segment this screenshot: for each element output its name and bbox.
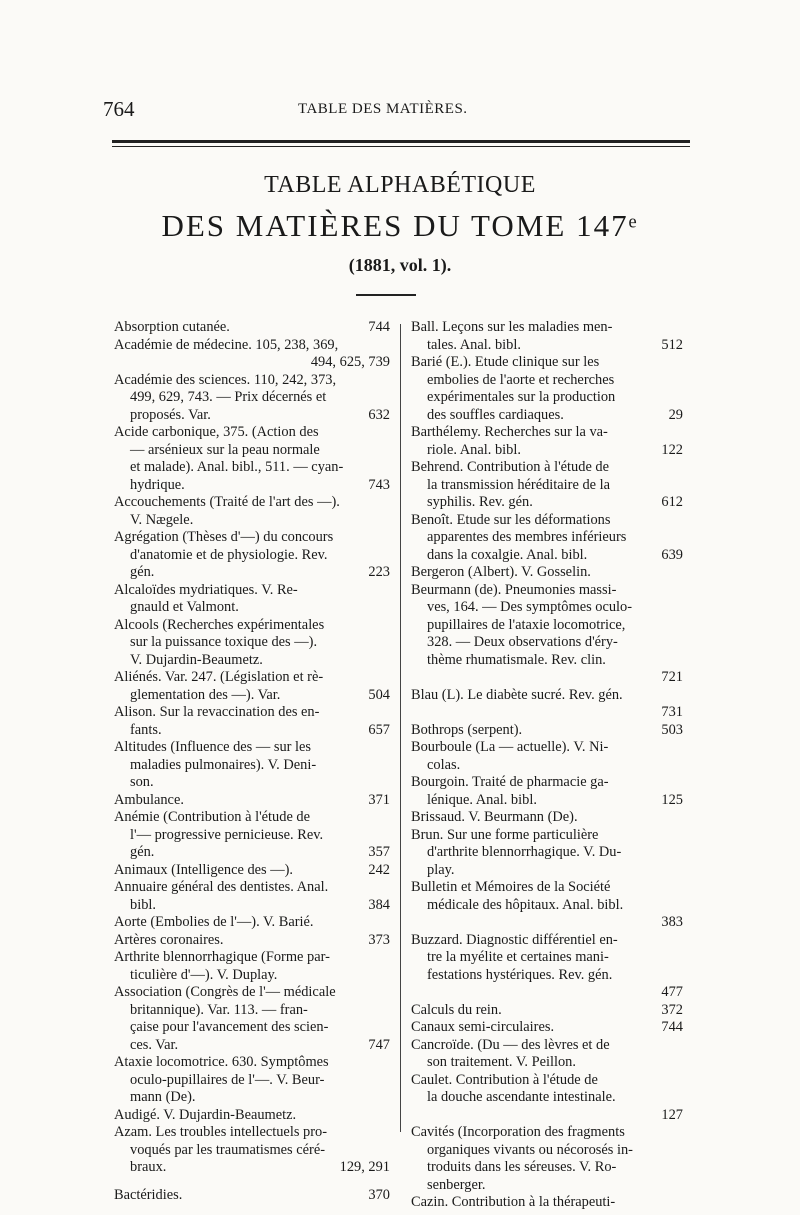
index-line xyxy=(114,564,390,582)
index-text: Association (Congrès de l'— médicale xyxy=(114,984,336,1000)
index-line xyxy=(411,827,683,845)
index-line xyxy=(114,337,390,355)
index-text: lénique. Anal. bibl. xyxy=(427,791,537,808)
index-line xyxy=(411,477,683,495)
page-reference: 29 xyxy=(668,406,683,423)
index-line xyxy=(411,669,683,687)
index-text: Behrend. Contribution à l'étude de xyxy=(411,459,610,475)
index-text: mann (De). xyxy=(130,1089,196,1105)
page-reference: 373 xyxy=(368,931,390,948)
index-line xyxy=(114,1124,390,1142)
index-text: V. Nægele. xyxy=(130,511,194,528)
index-line xyxy=(411,652,683,670)
index-text: Altitudes (Influence des — sur les xyxy=(114,739,312,755)
index-text: la douche ascendante intestinale. xyxy=(427,1089,616,1105)
index-line xyxy=(411,424,683,442)
index-text: des souffles cardiaques. xyxy=(427,406,564,423)
page-reference: 747 xyxy=(368,1036,390,1053)
index-line xyxy=(114,722,390,740)
index-line xyxy=(411,844,683,862)
header-rule-thin xyxy=(112,146,690,147)
index-column-left xyxy=(114,319,390,1204)
index-line xyxy=(114,1002,390,1020)
page-number: 764 xyxy=(103,97,135,121)
index-line xyxy=(114,617,390,635)
index-text: Aliénés. Var. 247. (Législation et rè- xyxy=(114,669,324,685)
index-text: Académie de médecine. 105, 238, 369, xyxy=(114,336,339,353)
index-text: l'— progressive pernicieuse. Rev. xyxy=(130,826,324,843)
index-text: play. xyxy=(427,861,455,878)
index-line xyxy=(114,862,390,880)
index-line xyxy=(411,442,683,460)
index-line xyxy=(114,809,390,827)
index-line xyxy=(411,809,683,827)
index-line xyxy=(114,687,390,705)
index-text: Cazin. Contribution à la thérapeuti- xyxy=(411,1194,616,1210)
index-line xyxy=(411,1002,683,1020)
index-line xyxy=(411,774,683,792)
index-line xyxy=(114,879,390,897)
index-text: Canaux semi-circulaires. xyxy=(411,1019,555,1035)
page-reference: 743 xyxy=(368,476,390,493)
index-text: Acide carbonique, 375. (Action des xyxy=(114,424,319,440)
index-line xyxy=(411,512,683,530)
index-text: Cancroïde. (Du — des lèvres et de xyxy=(411,1036,610,1053)
index-text: senberger. xyxy=(427,1176,486,1193)
page-reference: 383 xyxy=(661,914,683,930)
index-line xyxy=(114,512,390,530)
index-text: Accouchements (Traité de l'art des —). xyxy=(114,494,340,510)
index-line xyxy=(114,1107,390,1125)
index-text: Anémie (Contribution à l'étude de xyxy=(114,809,311,825)
page-reference: 632 xyxy=(368,406,390,423)
index-text: çaise pour l'avancement des scien- xyxy=(130,1019,329,1035)
index-text: Audigé. V. Dujardin-Beaumetz. xyxy=(114,1106,297,1123)
column-divider xyxy=(400,324,401,1132)
header-rule xyxy=(112,140,690,143)
index-line xyxy=(411,1124,683,1142)
index-line xyxy=(114,424,390,442)
index-line xyxy=(411,1037,683,1055)
index-line xyxy=(411,372,683,390)
index-line xyxy=(411,1159,683,1177)
index-line xyxy=(411,757,683,775)
index-line xyxy=(411,967,683,985)
page-reference: 357 xyxy=(368,844,390,860)
index-text: Académie des sciences. 110, 242, 373, xyxy=(114,371,337,388)
index-line xyxy=(411,529,683,547)
index-line xyxy=(114,1072,390,1090)
index-text: riole. Anal. bibl. xyxy=(427,441,521,458)
index-line xyxy=(114,459,390,477)
index-text: Bourgoin. Traité de pharmacie ga- xyxy=(411,774,609,790)
index-line xyxy=(114,949,390,967)
running-title: TABLE DES MATIÈRES. xyxy=(298,101,468,117)
index-line xyxy=(411,949,683,967)
index-text: apparentes des membres inférieurs xyxy=(427,529,627,545)
page-reference: 494, 625, 739 xyxy=(310,354,390,370)
index-line xyxy=(114,1142,390,1160)
page-reference: 125 xyxy=(661,791,683,808)
index-line xyxy=(114,774,390,792)
index-text: d'anatomie et de physiologie. Rev. xyxy=(130,546,328,563)
index-text: Bothrops (serpent). xyxy=(411,721,523,738)
index-text: Animaux (Intelligence des —). xyxy=(114,861,294,878)
index-text: ces. Var. xyxy=(130,1036,179,1053)
index-text: la transmission héréditaire de la xyxy=(427,476,611,493)
section-title: TABLE ALPHABÉTIQUE xyxy=(264,172,536,198)
index-line xyxy=(411,984,683,1002)
index-line xyxy=(411,897,683,915)
page-reference: 122 xyxy=(661,441,683,458)
index-line xyxy=(411,1054,683,1072)
index-line xyxy=(114,529,390,547)
page-reference: 127 xyxy=(661,1106,683,1123)
index-line xyxy=(411,1072,683,1090)
index-line xyxy=(411,1107,683,1125)
index-text: Brissaud. V. Beurmann (De). xyxy=(411,809,578,825)
index-text: Barthélemy. Recherches sur la va- xyxy=(411,424,608,440)
index-text: oculo-pupillaires de l'—. V. Beur- xyxy=(130,1071,325,1088)
index-text: thème rhumatismale. Rev. clin. xyxy=(427,651,606,668)
index-line xyxy=(114,827,390,845)
index-line xyxy=(411,739,683,757)
index-line xyxy=(411,932,683,950)
page-reference: 721 xyxy=(661,669,683,685)
index-line xyxy=(411,564,683,582)
index-line xyxy=(411,914,683,932)
index-line xyxy=(114,739,390,757)
index-line xyxy=(411,687,683,705)
index-text: dans la coxalgie. Anal. bibl. xyxy=(427,546,588,563)
index-text: Alcools (Recherches expérimentales xyxy=(114,616,325,633)
index-text: son traitement. V. Peillon. xyxy=(427,1054,576,1070)
page-reference: 612 xyxy=(661,494,683,510)
index-line xyxy=(411,494,683,512)
index-line xyxy=(411,704,683,722)
index-text: Bulletin et Mémoires de la Société xyxy=(411,879,611,895)
index-line xyxy=(411,407,683,425)
index-line xyxy=(411,1142,683,1160)
index-line xyxy=(114,1089,390,1107)
page-reference: 372 xyxy=(661,1001,683,1018)
page-reference: 371 xyxy=(368,791,390,808)
page-reference: 512 xyxy=(661,336,683,353)
index-text: maladies pulmonaires). V. Deni- xyxy=(130,756,317,773)
index-line xyxy=(114,477,390,495)
index-text: et malade). Anal. bibl., 511. — cyan- xyxy=(130,459,344,475)
index-text: ves, 164. — Des symptômes oculo- xyxy=(427,599,633,615)
index-text: son. xyxy=(130,774,154,790)
index-line xyxy=(114,582,390,600)
index-text: Agrégation (Thèses d'—) du concours xyxy=(114,529,334,545)
index-text: Absorption cutanée. xyxy=(114,319,230,335)
index-line xyxy=(411,862,683,880)
volume-label: (1881, vol. 1). xyxy=(348,255,452,275)
index-text: Calculs du rein. xyxy=(411,1001,502,1018)
index-text: colas. xyxy=(427,756,461,773)
index-text: voqués par les traumatismes céré- xyxy=(130,1141,325,1158)
index-text: Alcaloïdes mydriatiques. V. Re- xyxy=(114,581,298,598)
index-text: Bergeron (Albert). V. Gosselin. xyxy=(411,564,591,580)
index-text: Azam. Les troubles intellectuels pro- xyxy=(114,1124,327,1140)
index-text: pupillaires de l'ataxie locomotrice, xyxy=(427,616,626,633)
page-reference: 744 xyxy=(661,1019,683,1035)
index-text: Bactéridies. xyxy=(114,1186,183,1203)
index-text: Cavités (Incorporation des fragments xyxy=(411,1124,625,1140)
index-line xyxy=(411,722,683,740)
index-line xyxy=(114,669,390,687)
index-line xyxy=(411,599,683,617)
title-rule xyxy=(356,294,416,296)
index-line xyxy=(114,407,390,425)
index-line xyxy=(114,1187,390,1205)
index-line xyxy=(411,459,683,477)
index-line xyxy=(411,319,683,337)
index-text: organiques vivants ou nécorosés in- xyxy=(427,1141,633,1158)
index-line xyxy=(411,337,683,355)
index-line xyxy=(411,1019,683,1037)
page-reference: 242 xyxy=(368,861,390,878)
index-text: embolies de l'aorte et recherches xyxy=(427,371,615,388)
index-text: syphilis. Rev. gén. xyxy=(427,494,533,510)
index-line xyxy=(114,984,390,1002)
index-line xyxy=(411,617,683,635)
index-line xyxy=(114,1037,390,1055)
index-text: tales. Anal. bibl. xyxy=(427,336,521,353)
index-text: tre la myélite et certaines mani- xyxy=(427,949,609,965)
page-reference: 129, 291 xyxy=(339,1159,390,1175)
index-line xyxy=(114,932,390,950)
index-line xyxy=(114,1159,390,1177)
index-line xyxy=(411,547,683,565)
index-text: expérimentales sur la production xyxy=(427,389,616,405)
index-text: Beurmann (de). Pneumonies massi- xyxy=(411,581,617,598)
index-line xyxy=(411,389,683,407)
index-line xyxy=(114,652,390,670)
index-text: hydrique. xyxy=(130,476,185,493)
index-text: Ball. Leçons sur les maladies men- xyxy=(411,319,613,335)
index-line xyxy=(114,372,390,390)
index-text: médicale des hôpitaux. Anal. bibl. xyxy=(427,896,624,913)
index-text: Barié (E.). Etude clinique sur les xyxy=(411,354,600,370)
index-text: sur la puissance toxique des —). xyxy=(130,634,318,650)
index-text: Bourboule (La — actuelle). V. Ni- xyxy=(411,739,609,755)
page-reference: 384 xyxy=(368,896,390,913)
page-reference: 223 xyxy=(368,564,390,580)
index-line xyxy=(114,704,390,722)
index-text: glementation des —). Var. xyxy=(130,686,281,703)
index-line xyxy=(114,354,390,372)
index-text: Ataxie locomotrice. 630. Symptômes xyxy=(114,1054,329,1070)
index-text: V. Dujardin-Beaumetz. xyxy=(130,651,263,668)
index-text: troduits dans les séreuses. V. Ro- xyxy=(427,1159,617,1175)
index-text: Blau (L). Le diabète sucré. Rev. gén. xyxy=(411,686,623,703)
index-line xyxy=(114,1054,390,1072)
index-line xyxy=(114,494,390,512)
index-line xyxy=(114,897,390,915)
page-reference: 731 xyxy=(661,704,683,720)
index-column-right xyxy=(411,319,683,1212)
page-reference: 503 xyxy=(661,721,683,738)
index-text: bibl. xyxy=(130,896,156,913)
index-text: Artères coronaires. xyxy=(114,931,224,948)
index-text: — arsénieux sur la peau normale xyxy=(130,441,320,458)
index-text: Buzzard. Diagnostic différentiel en- xyxy=(411,931,618,948)
index-text: Annuaire général des dentistes. Anal. xyxy=(114,879,329,895)
index-text: Alison. Sur la revaccination des en- xyxy=(114,704,320,720)
page-reference: 744 xyxy=(368,319,390,335)
index-text: Arthrite blennorrhagique (Forme par- xyxy=(114,949,330,965)
index-text: Ambulance. xyxy=(114,791,184,808)
index-text: Brun. Sur une forme particulière xyxy=(411,826,599,843)
index-line xyxy=(114,792,390,810)
index-line xyxy=(114,914,390,932)
index-line xyxy=(114,319,390,337)
index-line xyxy=(114,442,390,460)
index-line xyxy=(411,582,683,600)
index-text: proposés. Var. xyxy=(130,406,211,423)
index-text: Caulet. Contribution à l'étude de xyxy=(411,1071,598,1088)
index-line xyxy=(411,634,683,652)
page-reference: 477 xyxy=(661,984,683,1000)
index-line xyxy=(114,547,390,565)
index-line xyxy=(114,634,390,652)
entry-gap xyxy=(114,1177,390,1187)
index-text: braux. xyxy=(130,1159,167,1175)
index-text: 328. — Deux observations d'éry- xyxy=(427,634,618,650)
section-subtitle: DES MATIÈRES DU TOME 147ᵉ xyxy=(161,208,639,243)
index-line xyxy=(114,389,390,407)
index-line xyxy=(114,967,390,985)
index-line xyxy=(411,879,683,897)
page-reference: 639 xyxy=(661,546,683,563)
page-reference: 504 xyxy=(368,686,390,703)
index-line xyxy=(411,354,683,372)
index-line xyxy=(411,1177,683,1195)
index-text: 499, 629, 743. — Prix décernés et xyxy=(130,389,327,405)
index-text: britannique). Var. 113. — fran- xyxy=(130,1001,308,1018)
index-text: gnauld et Valmont. xyxy=(130,599,239,615)
page-reference: 657 xyxy=(368,721,390,738)
index-line xyxy=(114,844,390,862)
index-text: gén. xyxy=(130,844,155,860)
index-text: fants. xyxy=(130,721,162,738)
index-line xyxy=(411,1194,683,1212)
running-head xyxy=(103,97,693,123)
index-line xyxy=(411,1089,683,1107)
index-text: Aorte (Embolies de l'—). V. Barié. xyxy=(114,914,314,930)
index-line xyxy=(114,599,390,617)
index-text: festations hystériques. Rev. gén. xyxy=(427,966,613,983)
index-line xyxy=(411,792,683,810)
page-reference: 370 xyxy=(368,1186,390,1203)
index-text: gén. xyxy=(130,564,155,580)
index-line xyxy=(114,757,390,775)
index-line xyxy=(114,1019,390,1037)
index-text: d'arthrite blennorrhagique. V. Du- xyxy=(427,844,622,860)
index-text: ticulière d'—). V. Duplay. xyxy=(130,966,278,983)
index-text: Benoît. Etude sur les déformations xyxy=(411,511,611,528)
